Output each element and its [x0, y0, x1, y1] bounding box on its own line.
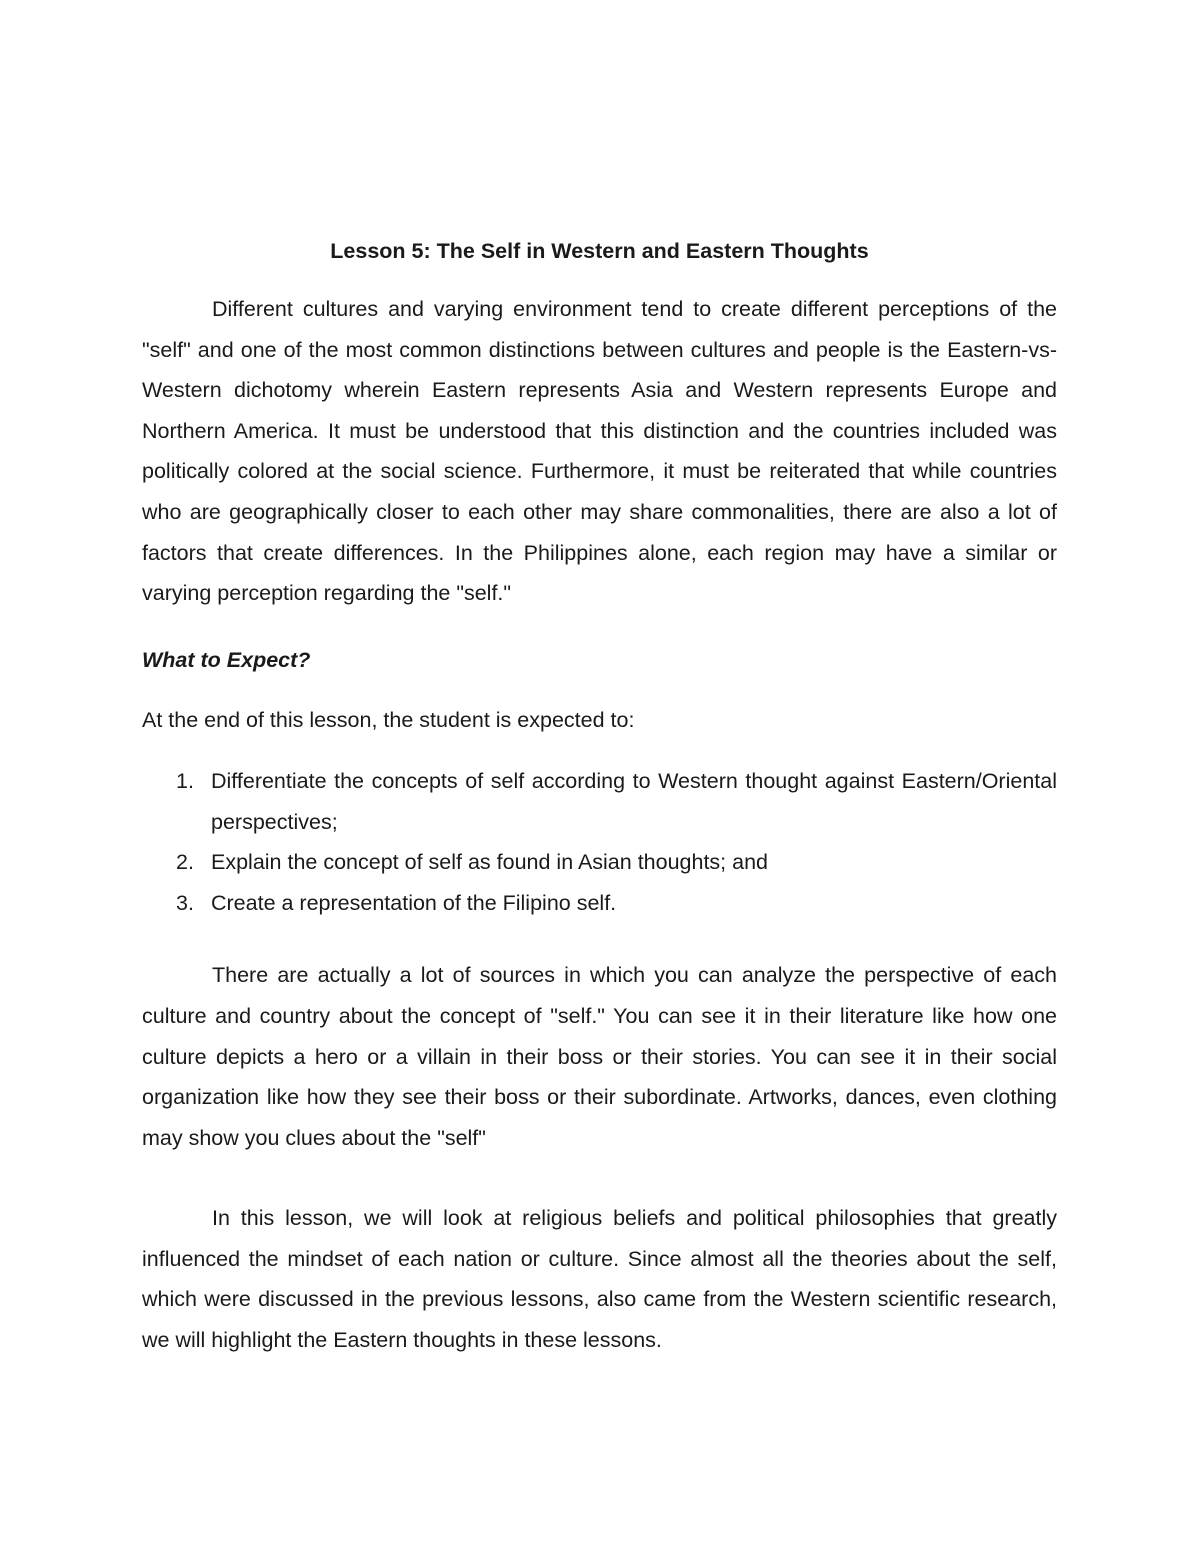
objective-item	[142, 761, 1057, 842]
objective-text: Create a representation of the Filipino self.	[211, 890, 617, 915]
intro-paragraph: Different cultures and varying environment tend to create different perceptions of the "self" and one of the most common distinctions between cultures and people is the Eastern-vs-Western dichotomy wherein Eastern represents Asia and Western represents Europe and Northern America. It must be understood that this distinction and the countries included was politically colored at the social science. Furthermore, it must be reiterated that while countries who are geographically closer to each other may share commonalities, there are also a lot of factors that create differences. In the Philippines alone, each region may have a similar or varying perception regarding the "self."	[142, 297, 1057, 606]
section-heading: What to Expect?	[142, 647, 311, 672]
objective-number: 1.	[176, 768, 194, 793]
objective-item	[142, 883, 1057, 924]
sources-paragraph: There are actually a lot of sources in which you can analyze the perspective of each culture and country about the concept of "self." You can see it in their literature like how one culture depicts a hero or a villain in their boss or their stories. You can see it in their social organization like how they see their boss or their subordinate. Artworks, dances, even clothing may show you clues about the "self"	[142, 963, 1057, 1150]
lesson-focus-paragraph: In this lesson, we will look at religious beliefs and political philosophies that greatly influenced the mindset of each nation or culture. Since almost all the theories about the self, which were discussed in the previous lessons, also came from the Western scientific research, we will highlight the Eastern thoughts in these lessons.	[142, 1206, 1057, 1353]
objective-text: Explain the concept of self as found in Asian thoughts; and	[211, 850, 768, 875]
objective-number: 3.	[176, 890, 194, 915]
lesson-title: Lesson 5: The Self in Western and Eastern Thoughts	[330, 239, 869, 263]
objectives-list	[142, 761, 1057, 923]
objective-item	[142, 842, 1057, 883]
objective-text: Differentiate the concepts of self according to Western thought against Eastern/Oriental perspectives;	[211, 768, 1057, 834]
document-body	[142, 232, 1057, 1361]
objectives-intro: At the end of this lesson, the student is expected to:	[142, 708, 635, 733]
objective-number: 2.	[176, 850, 194, 875]
